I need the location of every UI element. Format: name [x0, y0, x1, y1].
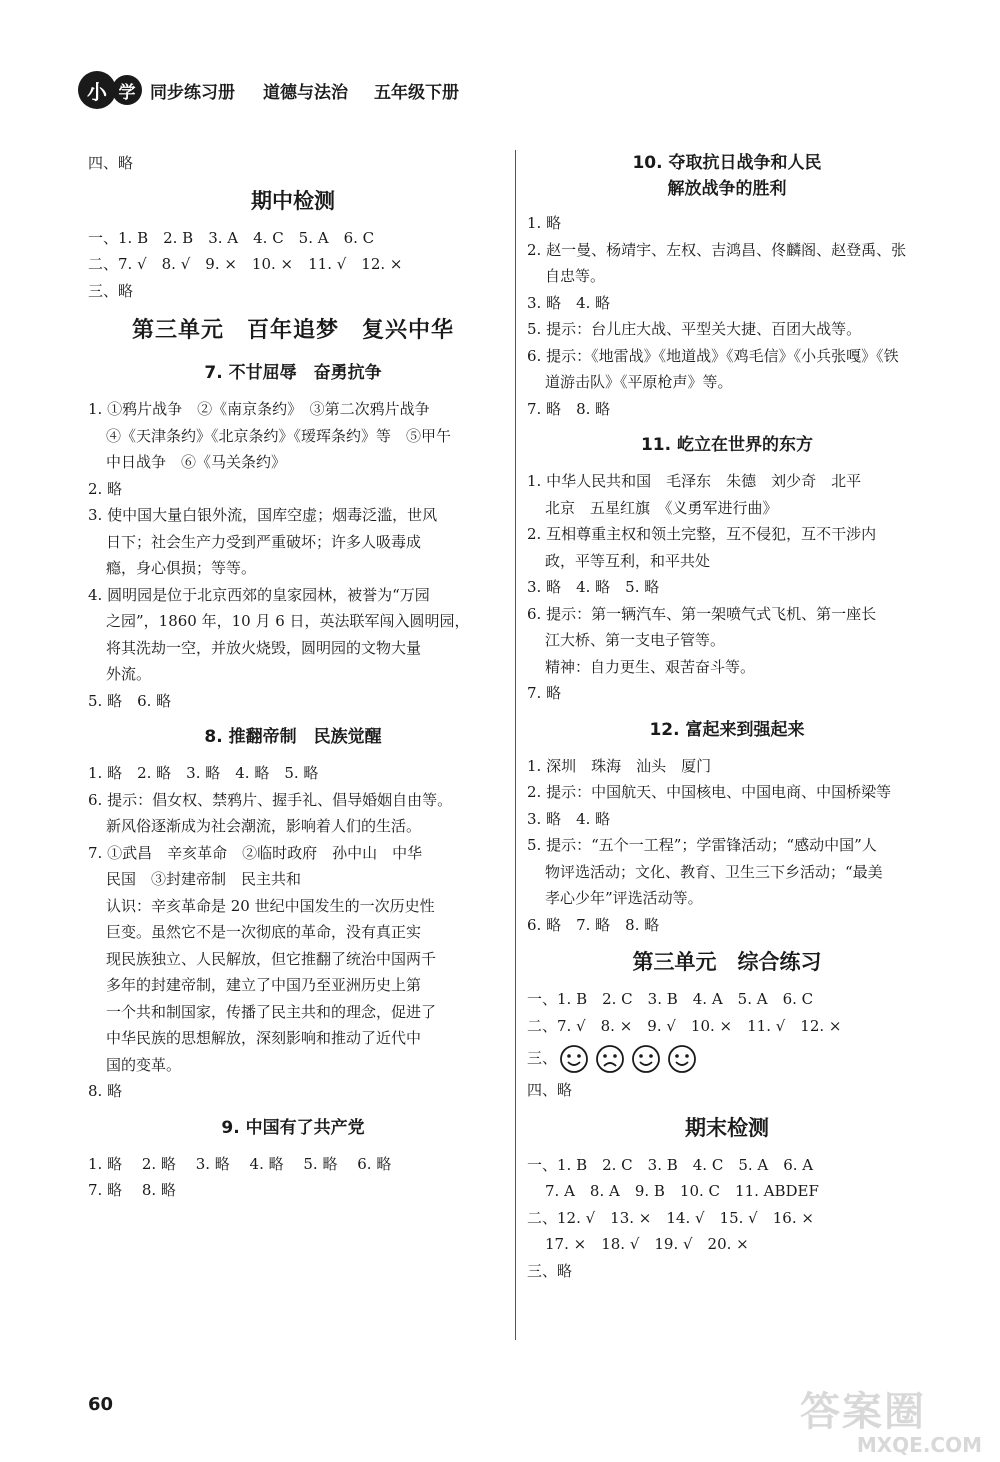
answer-line: 二、12. √ 13. × 14. √ 15. √ 16. × [527, 1208, 814, 1227]
answer-line: 7. 略 8. 略 [88, 1181, 176, 1199]
final-answers [527, 1152, 927, 1285]
lesson-12-answers [527, 753, 927, 939]
answer-line: 6. 提示：《地雷战》《地道战》《鸡毛信》《小兵张嘎》《铁 [527, 346, 899, 365]
answer-line: 一、1. B 2. C 3. B 4. C 5. A 6. A [527, 1155, 814, 1174]
answer-line: 北京 五星红旗 《义勇军进行曲》 [545, 498, 778, 517]
answer-line: 四、略 [527, 1081, 573, 1099]
answer-line: 孝心少年”评选活动等。 [545, 889, 703, 907]
smile-icon [667, 1044, 697, 1074]
running-header [78, 70, 459, 110]
answer-line: 一、1. B 2. B 3. A 4. C 5. A 6. C [88, 228, 375, 247]
answer-line: 1. 略 2. 略 3. 略 4. 略 5. 略 6. 略 [88, 1154, 392, 1173]
grade-label: 五年级下册 [374, 82, 459, 103]
unit-title: 第三单元 百年追梦 复兴中华 [131, 318, 454, 343]
answer-line: 6. 提示：倡女权、禁鸦片、握手礼、倡导婚姻自由等。 [88, 790, 453, 809]
watermark [800, 1390, 990, 1460]
answer-line: 三、略 [88, 281, 134, 300]
answer-line: 外流。 [106, 665, 152, 683]
subject-name: 道德与法治 [263, 82, 348, 103]
answer-line: 3. 略 4. 略 [527, 293, 611, 312]
answer-line: 3. 略 4. 略 [527, 809, 611, 828]
answer-line: 5. 提示：台儿庄大战、平型关大捷、百团大战等。 [527, 320, 862, 338]
answer-line: 之园”，1860 年，10 月 6 日，英法联军闯入圆明园， [106, 612, 470, 630]
answer-line: 民国 ③封建帝制 民主共和 [106, 870, 302, 888]
answer-prefix: 三、 [527, 1049, 558, 1067]
lesson-title-9: 9. 中国有了共产党 [221, 1117, 365, 1138]
answer-line: 5. 略 6. 略 [88, 691, 172, 710]
answer-line: 3. 略 4. 略 5. 略 [527, 578, 660, 596]
answer-line: 1. 深圳 珠海 汕头 厦门 [527, 756, 712, 775]
lesson-title-10-line1: 10. 夺取抗日战争和人民 [632, 153, 822, 173]
answer-line: 自忠等。 [545, 267, 606, 285]
page-number: 60 [88, 1394, 114, 1415]
answer-line-faces [527, 1039, 927, 1077]
answer-line: 将其洗劫一空，并放火烧毁，圆明园的文物大量 [106, 638, 422, 657]
watermark-logo: 答案圈 [800, 1389, 926, 1435]
answer-line: 2. 互相尊重主权和领土完整，互不侵犯，互不干涉内 [527, 525, 877, 543]
lesson-title-10-line2: 解放战争的胜利 [667, 179, 787, 199]
answer-line: 8. 略 [88, 1082, 123, 1100]
answer-line: 2. 略 [88, 479, 123, 498]
answer-line: 四、略 [88, 154, 134, 172]
lesson-title-8: 8. 推翻帝制 民族觉醒 [204, 727, 382, 747]
answer-line: 7. ①武昌 辛亥革命 ②临时政府 孙中山 中华 [88, 843, 423, 862]
answer-line: 新风俗逐渐成为社会潮流，影响着人们的生活。 [106, 817, 422, 835]
answer-line: 日下；社会生产力受到严重破坏；许多人吸毒成 [106, 532, 422, 551]
answer-line: 物评选活动；文化、教育、卫生三下乡活动；“最美 [545, 862, 883, 881]
section-title-unit3-review: 第三单元 综合练习 [632, 950, 822, 974]
lesson-title-7: 7. 不甘屈辱 奋勇抗争 [204, 363, 382, 383]
left-column [88, 150, 498, 1204]
face-icons [559, 1044, 697, 1074]
answer-line: 6. 略 7. 略 8. 略 [527, 915, 660, 934]
answer-line: 2. 赵一曼、杨靖宇、左权、吉鸿昌、佟麟阁、赵登禹、张 [527, 240, 907, 259]
answer-line: 巨变。虽然它不是一次彻底的革命，没有真正实 [106, 923, 422, 941]
answer-line: 认识：辛亥革命是 20 世纪中国发生的一次历史性 [106, 896, 435, 915]
answer-line: 7. A 8. A 9. B 10. C 11. ABDEF [545, 1182, 819, 1200]
answer-line: ④《天津条约》《北京条约》《瑷珲条约》等 ⑤甲午 [106, 426, 452, 445]
answer-line: 一个共和制国家，传播了民主共和的理念，促进了 [106, 1002, 437, 1021]
answer-line: 中华民族的思想解放，深刻影响和推动了近代中 [106, 1029, 422, 1047]
smile-icon [631, 1044, 661, 1074]
smile-icon [559, 1044, 589, 1074]
answer-line: 瘾，身心俱损；等等。 [106, 559, 257, 577]
answer-line: 三、略 [527, 1261, 573, 1280]
answer-line: 国的变革。 [106, 1055, 182, 1074]
answer-line: 1. 略 2. 略 3. 略 4. 略 5. 略 [88, 764, 319, 782]
series-logo-second-char: 学 [112, 75, 142, 105]
answer-line: 道游击队》《平原枪声》等。 [545, 373, 733, 391]
answer-line: 6. 提示：第一辆汽车、第一架喷气式飞机、第一座长 [527, 604, 877, 623]
lesson-8-answers [88, 760, 498, 1105]
lesson-10-answers [527, 210, 927, 422]
answer-line: 1. 略 [527, 214, 562, 232]
answer-line: 二、7. √ 8. √ 9. × 10. × 11. √ 12. × [88, 255, 403, 273]
watermark-url: MXQE.COM [856, 1433, 982, 1457]
answer-line: 多年的封建帝制，建立了中国乃至亚洲历史上第 [106, 976, 422, 994]
answer-line: 二、7. √ 8. × 9. √ 10. × 11. √ 12. × [527, 1016, 842, 1035]
frown-icon [595, 1044, 625, 1074]
answer-line: 政，平等互利，和平共处 [545, 551, 711, 570]
answer-line: 3. 使中国大量白银外流，国库空虚；烟毒泛滥，世风 [88, 506, 438, 524]
midterm-answers [88, 225, 498, 305]
lesson-7-answers [88, 396, 498, 714]
answer-line: 江大桥、第一支电子管等。 [545, 631, 726, 649]
lesson-11-answers [527, 468, 927, 707]
answer-line: 4. 圆明园是位于北京西郊的皇家园林，被誉为“万园 [88, 585, 430, 604]
answer-line: 1. ①鸦片战争 ②《南京条约》 ③第二次鸦片战争 [88, 400, 430, 418]
lesson-title-11: 11. 屹立在世界的东方 [640, 435, 814, 455]
book-title: 同步练习册 [150, 82, 235, 103]
series-logo-first-char: 小 [78, 71, 116, 109]
lesson-title-12: 12. 富起来到强起来 [649, 719, 805, 740]
right-column [527, 150, 927, 1284]
lesson-9-answers [88, 1151, 498, 1204]
answer-line: 17. × 18. √ 19. √ 20. × [545, 1235, 749, 1253]
answer-line: 2. 提示：中国航天、中国核电、中国电商、中国桥梁等 [527, 783, 892, 801]
answer-line: 现民族独立、人民解放，但它推翻了统治中国两千 [106, 949, 437, 968]
answer-line: 中日战争 ⑥《马关条约》 [106, 453, 287, 471]
column-divider [515, 150, 516, 1340]
section-title-midterm: 期中检测 [251, 188, 335, 213]
answer-line: 精神：自力更生、艰苦奋斗等。 [545, 657, 756, 676]
answer-line: 1. 中华人民共和国 毛泽东 朱德 刘少奇 北平 [527, 472, 862, 490]
answer-line: 一、1. B 2. C 3. B 4. A 5. A 6. C [527, 990, 814, 1008]
answer-line: 7. 略 [527, 684, 562, 702]
answer-line: 5. 提示：“五个一工程”；学雷锋活动；“感动中国”人 [527, 836, 877, 854]
answer-line: 7. 略 8. 略 [527, 399, 611, 418]
section-title-final: 期末检测 [685, 1115, 769, 1140]
